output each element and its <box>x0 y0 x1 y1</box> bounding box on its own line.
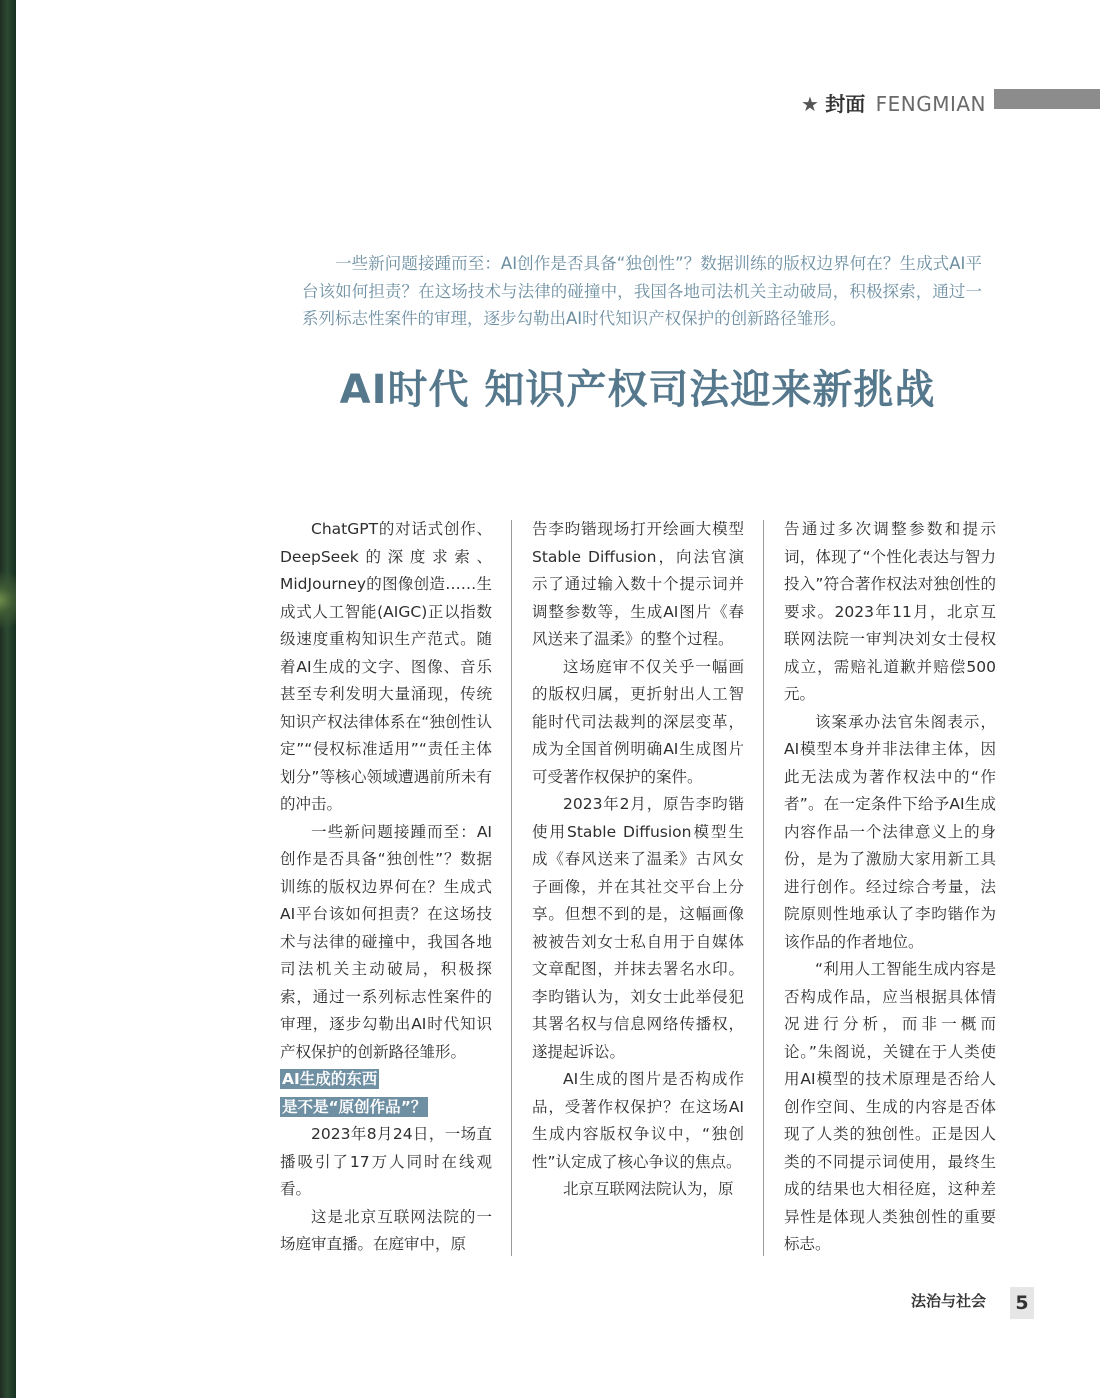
paragraph: 该案承办法官朱阁表示，AI模型本身并非法律主体，因此无法成为著作权法中的“作者”。在一定条件下给予AI生成内容作品一个法律意义上的身份，是为了激励大家用新工具进行创作。经过综合考量，法院原则性地承认了李昀锴作为该作品的作者地位。 <box>784 712 996 951</box>
column-3 <box>784 516 996 1256</box>
binding-decoration <box>0 560 16 640</box>
section-name-en: FENGMIAN <box>875 92 986 116</box>
column-2 <box>532 516 744 1256</box>
star-icon: ★ <box>800 92 819 116</box>
cover-binding-edge <box>0 0 16 1398</box>
column-divider <box>511 520 512 1256</box>
paragraph: 一些新问题接踵而至：AI创作是否具备“独创性”？数据训练的版权边界何在？生成式AI平台该如何担责？在这场技术与法律的碰撞中，我国各地司法机关主动破局，积极探索，通过一系列标志性案件的审理，逐步勾勒出AI时代知识产权保护的创新路径雏形。 <box>280 822 492 1061</box>
article-body <box>280 516 996 1266</box>
subheading-line-2: 是不是“原创作品”？ <box>282 1097 427 1116</box>
subheading <box>280 1066 492 1121</box>
section-tag <box>801 88 986 117</box>
magazine-name: 法治与社会 <box>910 1292 986 1310</box>
paragraph: 告通过多次调整参数和提示词，体现了“个性化表达与智力投入”符合著作权法对独创性的要求。2023年11月，北京互联网法院一审判决刘女士侵权成立，需赔礼道歉并赔偿500元。 <box>784 520 996 703</box>
article-headline: AI时代 知识产权司法迎来新挑战 <box>339 367 936 413</box>
column-1 <box>280 516 492 1256</box>
page-number: 5 <box>1010 1287 1034 1319</box>
column-divider <box>763 520 764 1256</box>
paragraph: 这场庭审不仅关乎一幅画的版权归属，更折射出人工智能时代司法裁判的深层变革，成为全国首例明确AI生成图片可受著作权保护的案件。 <box>532 657 744 786</box>
section-bar <box>994 89 1100 109</box>
paragraph: 北京互联网法院认为，原 <box>563 1180 734 1198</box>
paragraph: 2023年8月24日，一场直播吸引了17万人同时在线观看。 <box>280 1125 492 1198</box>
section-name-cn: 封面 <box>825 92 866 116</box>
paragraph: ChatGPT的对话式创作、DeepSeek的深度求索、MidJourney的图像创造……生成式人工智能(AIGC)正以指数级速度重构知识生产范式。随着AI生成的文字、图像、音乐甚至专利发明大量涌现，传统知识产权法律体系在“独创性认定”“侵权标准适用”“责任主体划分”等核心领域遭遇前所未有的冲击。 <box>280 520 492 813</box>
paragraph: 这是北京互联网法院的一场庭审直播。在庭审中，原 <box>280 1207 492 1253</box>
lede-paragraph: 一些新问题接踵而至：AI创作是否具备“独创性”？数据训练的版权边界何在？生成式AI平台该如何担责？在这场技术与法律的碰撞中，我国各地司法机关主动破局，积极探索，通过一系列标志性案件的审理，逐步勾勒出AI时代知识产权保护的创新路径雏形。 <box>302 254 982 328</box>
paragraph: 告李昀锴现场打开绘画大模型Stable Diffusion，向法官演示了通过输入数十个提示词并调整参数等，生成AI图片《春风送来了温柔》的整个过程。 <box>532 520 744 648</box>
subheading-line-1: AI生成的东西 <box>282 1070 378 1088</box>
paragraph: “利用人工智能生成内容是否构成作品，应当根据具体情况进行分析，而非一概而论。”朱阁说，关键在于人类使用AI模型的技术原理是否给人创作空间、生成的内容是否体现了人类的独创性。正是因人类的不同提示词使用，最终生成的结果也大相径庭，这种差异性是体现人类独创性的重要标志。 <box>784 960 996 1253</box>
paragraph: AI生成的图片是否构成作品，受著作权保护？在这场AI生成内容版权争议中，“独创性”认定成了核心争议的焦点。 <box>532 1070 744 1171</box>
paragraph: 2023年2月，原告李昀锴使用Stable Diffusion模型生成《春风送来了温柔》古风女子画像，并在其社交平台上分享。但想不到的是，这幅画像被被告刘女士私自用于自媒体文章配图，并抹去署名水印。李昀锴认为，刘女士此举侵犯其署名权与信息网络传播权，遂提起诉讼。 <box>532 795 744 1061</box>
